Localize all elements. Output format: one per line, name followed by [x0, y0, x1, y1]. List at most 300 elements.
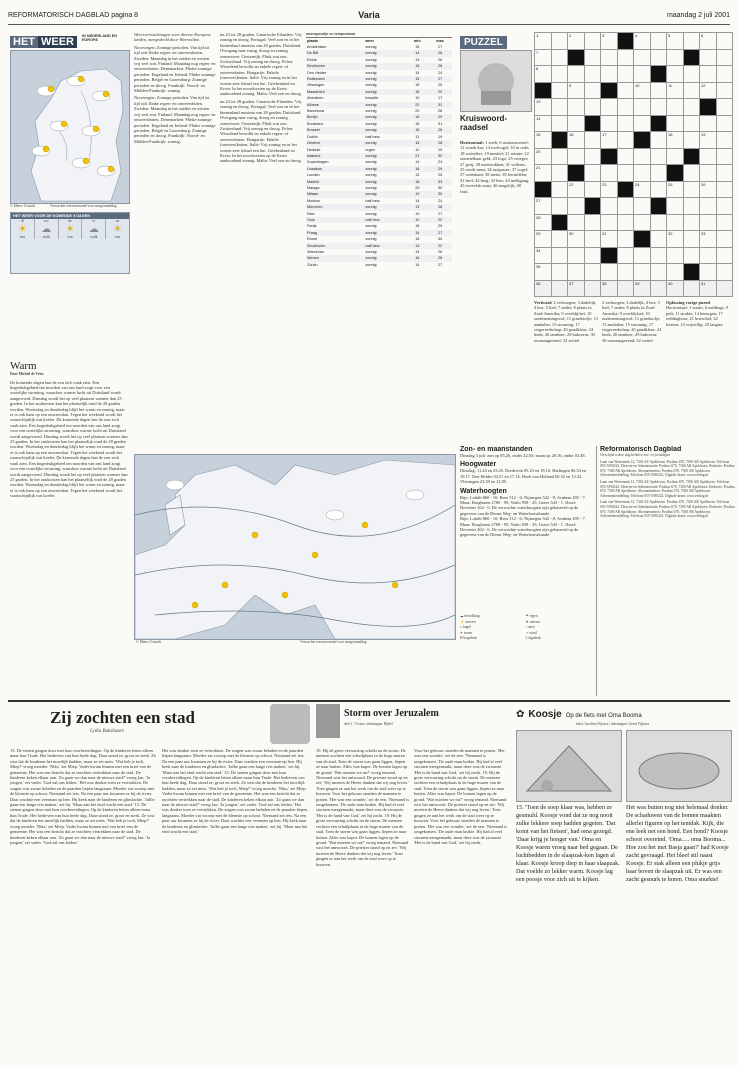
- crossword-cell[interactable]: [683, 66, 700, 83]
- table-cell: half bew.: [365, 198, 381, 203]
- table-cell: 14: [415, 70, 420, 75]
- crossword-cell[interactable]: 33: [700, 231, 717, 248]
- crossword-cell[interactable]: [601, 214, 618, 231]
- table-cell: Milaan: [307, 192, 319, 197]
- crossword-cell[interactable]: [650, 280, 667, 297]
- crossword-cell[interactable]: [584, 214, 601, 231]
- crossword-cell[interactable]: [634, 66, 651, 83]
- table-cell: half bew.: [365, 134, 381, 139]
- table-cell: 16: [415, 121, 420, 126]
- table-cell: zonnig: [365, 115, 377, 120]
- table-cell: zonnig: [365, 250, 377, 254]
- crossword-cell[interactable]: [584, 148, 601, 165]
- table-cell: 24: [437, 198, 443, 203]
- crossword-cell: [650, 198, 667, 215]
- table-cell: Nice: [307, 211, 315, 216]
- crossword-cell[interactable]: [683, 132, 700, 149]
- table-cell: 14: [415, 51, 420, 56]
- table-cell: 32: [437, 102, 443, 107]
- crossword-cell[interactable]: 5: [667, 33, 684, 50]
- crossword-cell[interactable]: [584, 247, 601, 264]
- crossword-cell[interactable]: [568, 66, 585, 83]
- table-cell: 15: [415, 128, 420, 133]
- crossword-cell[interactable]: 36: [535, 280, 552, 297]
- crossword-cell[interactable]: 25: [667, 181, 684, 198]
- crossword-cell[interactable]: [667, 148, 684, 165]
- crossword-cell: [551, 214, 568, 231]
- table-cell: Malaga: [307, 185, 320, 190]
- table-cell: 15: [415, 64, 420, 69]
- table-cell: Zürich: [307, 262, 318, 267]
- crossword-cell[interactable]: [683, 280, 700, 297]
- crossword-cell[interactable]: 18: [667, 132, 684, 149]
- crossword-cell[interactable]: 19: [700, 132, 717, 149]
- crossword-cell[interactable]: [650, 214, 667, 231]
- crossword-cell[interactable]: [601, 66, 618, 83]
- crossword-cell[interactable]: [584, 99, 601, 116]
- crossword-cell[interactable]: [634, 165, 651, 182]
- crossword-cell[interactable]: [601, 115, 618, 132]
- crossword-cell[interactable]: [551, 99, 568, 116]
- table-cell: 15: [415, 83, 420, 88]
- table-cell: 13: [415, 57, 420, 62]
- ww-title: Waterhoogten: [460, 487, 507, 495]
- crossword-cell[interactable]: 21: [535, 165, 552, 182]
- puzzle-logo: PUZZEL: [460, 36, 507, 49]
- crossword-cell: [551, 132, 568, 149]
- crossword-cell[interactable]: 24: [634, 181, 651, 198]
- crossword-cell[interactable]: 23: [601, 181, 618, 198]
- crossword-cell[interactable]: [601, 198, 618, 215]
- crossword-cell[interactable]: [700, 148, 717, 165]
- low-pressure-icon: L: [525, 636, 528, 641]
- crossword-cell[interactable]: [650, 82, 667, 99]
- crossword-cell[interactable]: [601, 165, 618, 182]
- crossword-cell[interactable]: 15: [535, 132, 552, 149]
- crossword-cell[interactable]: [601, 264, 618, 281]
- crossword-cell[interactable]: [683, 181, 700, 198]
- crossword-cell[interactable]: [716, 231, 733, 248]
- crossword-cell[interactable]: 29: [535, 231, 552, 248]
- crossword-cell[interactable]: 10: [634, 82, 651, 99]
- fog-icon: ≡: [525, 625, 528, 630]
- crossword-cell[interactable]: [551, 82, 568, 99]
- table-cell: zonnig: [365, 128, 377, 133]
- crossword-cell[interactable]: [584, 33, 601, 50]
- crossword-cell[interactable]: [667, 99, 684, 116]
- colofon-text-3: Laan van Westenenk 12, 7336 AZ Apeldoorn. Postbus 670, 7300 AR Apeldoorn. Telefoon 055-5390222. Directie en Administratie: Postbus 670, 7300 AR Apeldoorn. Redactie: Postbus 670, 7300 AR Apeldoorn. Abonnementen: Postbus 670, 7300 AR Apeldoorn. Advertentieafdeling: Telefoon 055-5390222. Digitale krant: www.refdag.nl: [600, 500, 735, 519]
- table-cell: 15: [415, 45, 420, 49]
- crossword-cell[interactable]: [551, 181, 568, 198]
- table-cell: Barcelona: [307, 109, 325, 114]
- crossword-cell[interactable]: 12: [700, 82, 717, 99]
- crossword-cell[interactable]: [650, 33, 667, 50]
- crossword-cell[interactable]: [551, 231, 568, 248]
- europe-weather-column-1: Weersverwachtingen voor diverse Europese landen, meegedeeld door Weeronline. Noorwegen: Zonnige perioden. Van tijd tot tijd ook flinke regen- en onweersbuien. Zweden: Maandag in het zuiden en westen vrij veel zon. Finland: Maandag nog regen- en onweersbuien. Denemarken: Flinke zonnige perioden. Engeland en Ierland: Flinke zonnige perioden. België en Luxemburg: Zonnige perioden en droog. Frankrijk: Noord- en Midden-Frankrijk: zonnig. Noorwegen: Zonnige perioden. Van tijd tot tijd ook flinke regen- en onweersbuien. Zweden: Maandag in het zuiden en westen vrij veel zon. Finland: Maandag nog regen- en onweersbuien. Denemarken: Flinke zonnige perioden. Engeland en Ierland: Flinke zonnige perioden. België en Luxemburg: Zonnige perioden en droog. Frankrijk: Noord- en Midden-Frankrijk: zonnig.: [134, 32, 216, 144]
- crossword-cell[interactable]: 7: [535, 49, 552, 66]
- crossword-cell[interactable]: 32: [667, 231, 684, 248]
- temperature-grid: plaats weer min max Amsterdam zonnig 15 27 De Bilt zonnig 14 28 Eelde zonnig 13 26 Eindhoven zonnig 15 28 Den Helder zonnig 14 24 Rotterdam zonnig 15 27 Vlissingen zonnig 15 25 Maastricht zonnig 16 29 Aberdeen bewolkt 10 17 Athene zonnig 22 32 Barcelona zonnig 20 28 Berlijn zonnig 15 29 Bordeaux zonnig 16 31 Brussel zonnig 15 28 Dublin half bew. 11 19 Genève zonnig 15 28 Helsinki regen 12 19 Istanbul zonnig 21 30 Kopenhagen zonnig 14 24 Lissabon zonnig 18 29 Londen zonnig 13 25 Madrid zonnig 18 33 Malaga zonnig 20 30 Milaan zonnig 19 30 Moskou half bew. 14 24 München zonnig 13 28 Nice zonnig 19 27 Oslo half bew. 12 22 Parijs zonnig 15 29 Praag zonnig 14 27 Rome zonnig 18 30 Stockholm half bew. 13 22 Warschau zonnig 14 26 Wenen zonnig 16 28 Zürich zonnig 14 27: [306, 38, 452, 269]
- table-cell: 24: [437, 160, 443, 165]
- crossword-cell[interactable]: 14: [535, 115, 552, 132]
- crossword-cell[interactable]: 26: [700, 181, 717, 198]
- crossword-cell[interactable]: [667, 49, 684, 66]
- bottom-divider: [8, 700, 730, 702]
- crossword-cell[interactable]: [667, 264, 684, 281]
- story-storm-title: Storm over Jeruzalem: [344, 708, 439, 719]
- table-cell: zonnig: [365, 45, 377, 49]
- table-cell: Genève: [307, 141, 321, 146]
- crossword-cell[interactable]: [716, 115, 733, 132]
- crossword-cell[interactable]: [617, 165, 634, 182]
- crossword-cell[interactable]: [551, 33, 568, 50]
- high-pressure-icon: H: [460, 636, 463, 641]
- crossword-cell[interactable]: [683, 198, 700, 215]
- crossword-cell[interactable]: [683, 82, 700, 99]
- crossword-cell[interactable]: [650, 148, 667, 165]
- story-koosje-illustration-1: [516, 730, 622, 802]
- crossword-cell[interactable]: [617, 66, 634, 83]
- table-cell: zonnig: [365, 77, 377, 82]
- storm-icon: ✶: [460, 630, 464, 635]
- crossword-cell[interactable]: [716, 214, 733, 231]
- table-cell: zonnig: [365, 121, 377, 126]
- crossword-cell: [683, 264, 700, 281]
- crossword-cell[interactable]: [584, 132, 601, 149]
- crossword-cell[interactable]: [667, 247, 684, 264]
- crossword-cell[interactable]: [650, 247, 667, 264]
- crossword-cell[interactable]: [650, 181, 667, 198]
- crossword-cell[interactable]: [568, 115, 585, 132]
- crossword-cell[interactable]: [716, 198, 733, 215]
- crossword-cell[interactable]: [634, 148, 651, 165]
- table-cell: 26: [437, 250, 443, 254]
- crossword-cell[interactable]: 22: [568, 181, 585, 198]
- crossword-cell[interactable]: [716, 132, 733, 149]
- crossword-cell[interactable]: 4: [634, 33, 651, 50]
- table-cell: 30: [437, 237, 443, 242]
- table-cell: 18: [415, 166, 420, 171]
- table-cell: 29: [437, 89, 443, 94]
- crossword-cell[interactable]: [634, 214, 651, 231]
- table-cell: Eelde: [307, 57, 317, 62]
- crossword-cell[interactable]: [568, 214, 585, 231]
- crossword-cell[interactable]: [634, 115, 651, 132]
- crossword-cell[interactable]: [617, 82, 634, 99]
- crossword-cell[interactable]: [667, 115, 684, 132]
- table-cell: Moskou: [307, 198, 321, 203]
- crossword-cell[interactable]: [568, 148, 585, 165]
- table-cell: 27: [437, 230, 443, 235]
- crossword-cell: [667, 165, 684, 182]
- crossword-cell[interactable]: 6: [700, 33, 717, 50]
- crossword-cell[interactable]: 8: [535, 66, 552, 83]
- crossword-cell[interactable]: [716, 148, 733, 165]
- ww-text: Rijn: Lobith 860 - 10; Rees 512 - 6; Nijmegen 542 - 8; Arnhem 495 - 7. Maas: Borgharen 2780 - 95; Venlo 958 - 25; Grave 543 - 1. IJssel: Deventer 262 - 6. De verwachte waterhoogten zijn gebaseerd op de gegevens van de Dienst Weg- en Waterbouwkunde.: [460, 494, 586, 516]
- table-cell: Kopenhagen: [307, 160, 329, 165]
- crossword-cell[interactable]: [634, 264, 651, 281]
- colofon-text-2: Laan van Westenenk 12, 7336 AZ Apeldoorn. Postbus 670, 7300 AR Apeldoorn. Telefoon 055-5390222. Directie en Administratie: Postbus 670, 7300 AR Apeldoorn. Redactie: Postbus 670, 7300 AR Apeldoorn. Abonnementen: Postbus 670, 7300 AR Apeldoorn. Advertentieafdeling: Telefoon 055-5390222. Digitale krant: www.refdag.nl: [600, 479, 735, 498]
- crossword-cell[interactable]: [584, 66, 601, 83]
- crossword-cell[interactable]: [683, 33, 700, 50]
- table-cell: zonnig: [365, 70, 377, 75]
- crossword-cell[interactable]: [551, 264, 568, 281]
- table-cell: 28: [437, 141, 443, 146]
- crossword-cell[interactable]: [551, 247, 568, 264]
- crossword-cell[interactable]: 34: [535, 247, 552, 264]
- europe-weather-map: [134, 454, 456, 640]
- crossword-cell[interactable]: [716, 165, 733, 182]
- table-cell: zonnig: [365, 166, 377, 171]
- crossword-cell[interactable]: [617, 231, 634, 248]
- crossword-cell[interactable]: [551, 148, 568, 165]
- crossword-cell[interactable]: [716, 280, 733, 297]
- crossword-cell[interactable]: [716, 66, 733, 83]
- table-cell: zonnig: [365, 211, 377, 216]
- crossword-cell[interactable]: [617, 148, 634, 165]
- crossword-cell[interactable]: [617, 264, 634, 281]
- table-cell: 29: [437, 224, 443, 229]
- crossword-cell[interactable]: [716, 33, 733, 50]
- table-cell: Madrid: [307, 179, 319, 184]
- crossword-cell[interactable]: [683, 115, 700, 132]
- crossword-cell[interactable]: [716, 247, 733, 264]
- table-cell: Praag: [307, 230, 318, 235]
- puzzle-header: [460, 32, 530, 50]
- crossword-cell[interactable]: 28: [535, 214, 552, 231]
- table-cell: zonnig: [365, 224, 377, 229]
- crossword-cell[interactable]: 16: [568, 132, 585, 149]
- crossword-cell[interactable]: [617, 132, 634, 149]
- table-cell: half bew.: [365, 217, 381, 222]
- table-cell: 28: [437, 205, 443, 210]
- crossword-cell[interactable]: [716, 99, 733, 116]
- crossword-cell[interactable]: [617, 99, 634, 116]
- crossword-cell[interactable]: [700, 247, 717, 264]
- crossword-cell: [650, 115, 667, 132]
- table-cell: Istanbul: [307, 153, 321, 158]
- crossword-cell[interactable]: [683, 99, 700, 116]
- puzzle-solution: Oplossing vorige puzzel Horizontaal: 1 waskt; 6 meltbagt; 9 pult; 11 strakte; 14 bezorgen; 17 reddingboot; 21 brieschol; 22 lesteen; 23 vrijwillig; 25 langste.: [666, 300, 729, 327]
- story-storm-col2: Voor het gebouw stonden de mannen te praten. 'Het was een wonder,' zei de een. 'Niemand is omgekomen.' De oude man knikte. Hij had al veel stormen meegemaakt, maar deze was de zwaarste. 'Het is de hand van God,' zei hij zacht. 19. Hij de grote verwarring schrikt na de storm. De mensen zochten een schuilplaats in de hoge muren van de stad. Toen de storm was gaan liggen, liepen ze naar buiten. Alles was kapot. De bomen lagen op de grond. 'Wat moeten we nu?' vroeg iemand. Niemand wist het antwoord. De priester stond op en zei: 'Wij moeten de Heere danken dat wij nog leven.' Toen gingen ze aan het werk om de stad weer op te bouwen. Voor het gebouw stonden de mannen te praten. 'Het was een wonder,' zei de een. 'Niemand is omgekomen.' De oude man knikte. Hij had al veel stormen meegemaakt, maar deze was de zwaarste. 'Het is de hand van God,' zei hij zacht.: [414, 748, 508, 845]
- table-cell: zonnig: [365, 237, 377, 242]
- crossword-cell[interactable]: [568, 99, 585, 116]
- crossword-cell[interactable]: 1: [535, 33, 552, 50]
- crossword-cell[interactable]: [700, 264, 717, 281]
- crossword-cell[interactable]: [584, 49, 601, 66]
- crossword-cell: [650, 66, 667, 83]
- crossword-cell[interactable]: [650, 49, 667, 66]
- crossword-cell[interactable]: 30: [568, 231, 585, 248]
- crossword-cell[interactable]: [617, 115, 634, 132]
- cloud-icon: ☁: [88, 223, 99, 235]
- warm-article-byline: Door Michiel de Vries: [10, 372, 44, 376]
- story-zij-zochten-col2: Het was donker toen ze vertrokken. De wagen was zwaar beladen en de paarden liepen langzaam. Moeder zat voorop met de kleinste op schoot. Niemand zei iets. Na een paar uur kwamen ze bij de rivier. Daar wachtte een veerman op hen. Hij keek naar de kinderen en glimlachte. 'Jullie gaan een lange reis maken,' zei hij. 'Maar aan het eind wacht een stad.' 15. De stenen gingen door met hun voorbereidingen. Op de kinderen letten alleen maar hun Trude. Het bedreven van hun heele dag. Daar stond ze, groot en sterk. Ze wist dat de kinderen het moeilijk hadden, maar ze zei niets. 'Wat heb je toch, Miep?' vroeg moeder. 'Niks,' zei Miep. Vader kwam binnen met een brief van de gemeente. Het was een bericht dat ze mochten vertrekken naar de stad. De kinderen keken elkaar aan. 'Zo gaan we dan naar de nieuwe stad?' vroeg Jan. 'Ja jongen,' zei vader. 'God zal ons leiden.' Het was donker toen ze vertrokken. De wagen was zwaar beladen en de paarden liepen langzaam. Moeder zat voorop met de kleinste op schoot. Niemand zei iets. Na een paar uur kwamen ze bij de rivier. Daar wachtte een veerman op hen. Hij keek naar de kinderen en glimlachte. 'Jullie gaan een lange reis maken,' zei hij. 'Maar aan het eind wacht een stad.': [162, 748, 308, 835]
- crossword-cell[interactable]: [700, 165, 717, 182]
- crossword-cell[interactable]: 9: [568, 82, 585, 99]
- crossword-cell[interactable]: [683, 165, 700, 182]
- table-cell: Athene: [307, 102, 320, 107]
- crossword-cell[interactable]: 20: [535, 148, 552, 165]
- crossword-cell[interactable]: [650, 132, 667, 149]
- table-cell: zonnig: [365, 153, 377, 158]
- crossword-cell[interactable]: 2: [568, 33, 585, 50]
- crossword-cell[interactable]: 3: [601, 33, 618, 50]
- table-cell: 16: [415, 256, 420, 261]
- lightning-icon: ⚡: [460, 619, 465, 624]
- crossword-cell[interactable]: [683, 231, 700, 248]
- crossword-cell[interactable]: [617, 214, 634, 231]
- table-cell: regen: [365, 147, 376, 152]
- crossword-cell[interactable]: [667, 214, 684, 231]
- crossword-cell[interactable]: [667, 198, 684, 215]
- crossword-grid[interactable]: [534, 32, 733, 297]
- crossword-cell[interactable]: [551, 115, 568, 132]
- crossword-cell[interactable]: [551, 66, 568, 83]
- table-cell: zonnig: [365, 160, 377, 165]
- crossword-cell[interactable]: 38: [601, 280, 618, 297]
- table-cell: Eindhoven: [307, 64, 325, 69]
- table-cell: zonnig: [365, 109, 377, 114]
- table-cell: Rome: [307, 237, 318, 242]
- table-cell: Stockholm: [307, 243, 325, 248]
- crossword-cell[interactable]: [551, 49, 568, 66]
- table-cell: 29: [437, 115, 443, 120]
- table-cell: 13: [415, 205, 420, 210]
- table-cell: zonnig: [365, 64, 377, 69]
- crossword-cell[interactable]: [584, 165, 601, 182]
- table-cell: 17: [437, 96, 443, 101]
- crossword-cell[interactable]: [634, 247, 651, 264]
- crossword-cell[interactable]: [551, 165, 568, 182]
- newspaper-name: REFORMATORISCH DAGBLAD pagina 8: [8, 12, 139, 19]
- table-row: [306, 262, 452, 268]
- crossword-cell[interactable]: [716, 264, 733, 281]
- crossword-cell[interactable]: [617, 280, 634, 297]
- crossword-cell[interactable]: [650, 99, 667, 116]
- crossword-cell[interactable]: 11: [667, 82, 684, 99]
- table-cell: zonnig: [365, 51, 377, 56]
- crossword-cell[interactable]: [634, 99, 651, 116]
- netherlands-weather-map: [10, 50, 130, 204]
- map-caption: Verwachte weerstoestand voor morgenmiddag: [50, 204, 117, 208]
- crossword-cell[interactable]: 40: [667, 280, 684, 297]
- crossword-cell[interactable]: [601, 99, 618, 116]
- crossword-cell[interactable]: [700, 66, 717, 83]
- table-cell: 15: [415, 224, 420, 229]
- crossword-cell[interactable]: 41: [700, 280, 717, 297]
- table-cell: zonnig: [365, 179, 377, 184]
- puzzle-illustration: [460, 50, 532, 112]
- crossword-cell[interactable]: [634, 198, 651, 215]
- crossword-cell[interactable]: [667, 66, 684, 83]
- crossword-cell: [700, 99, 717, 116]
- crossword-cell[interactable]: [700, 214, 717, 231]
- crossword-cell[interactable]: [617, 247, 634, 264]
- crossword-cell[interactable]: 35: [535, 264, 552, 281]
- crossword-cell[interactable]: [716, 181, 733, 198]
- crossword-cell[interactable]: [601, 49, 618, 66]
- table-cell: half bew.: [365, 243, 381, 248]
- crossword-cell[interactable]: 37: [568, 280, 585, 297]
- crossword-cell[interactable]: [584, 231, 601, 248]
- crossword-cell[interactable]: [700, 198, 717, 215]
- table-cell: 11: [415, 134, 420, 139]
- crossword-cell[interactable]: [700, 49, 717, 66]
- crossword-cell[interactable]: [584, 280, 601, 297]
- table-cell: 28: [437, 51, 443, 56]
- crossword-cell[interactable]: 31: [601, 231, 618, 248]
- crossword-cell[interactable]: [584, 181, 601, 198]
- warm-article-text: De komende dagen laat de zon zich vaak zien. Een hogedrukgebied ten noorden van ons land zorgt voor een oostelijke stroming, waardoor warme lucht uit Duitsland wordt aangevoerd. Dinsdag wordt het op veel plaatsen warmer dan 25 graden. In het zuidoosten kan het plaatselijk rond de 28 graden worden. Woensdag en donderdag blijft het warm en zonnig, maar er is ook kans op een onweersbui. Tegen het weekend wordt het waarschijnlijk wat koeler. De komende dagen laat de zon zich vaak zien. Een hogedrukgebied ten noorden van ons land zorgt voor een oostelijke stroming, waardoor warme lucht uit Duitsland wordt aangevoerd. Dinsdag wordt het op veel plaatsen warmer dan 25 graden. In het zuidoosten kan het plaatselijk rond de 28 graden worden. Woensdag en donderdag blijft het warm en zonnig, maar er is ook kans op een onweersbui. Tegen het weekend wordt het waarschijnlijk wat koeler. De komende dagen laat de zon zich vaak zien. Een hogedrukgebied ten noorden van ons land zorgt voor een oostelijke stroming, waardoor warme lucht uit Duitsland wordt aangevoerd. Dinsdag wordt het op veel plaatsen warmer dan 25 graden. In het zuidoosten kan het plaatselijk rond de 28 graden worden. Woensdag en donderdag blijft het warm en zonnig, maar er is ook kans op een onweersbui. Tegen het weekend wordt het waarschijnlijk wat koeler.: [10, 379, 128, 499]
- table-cell: Warschau: [307, 250, 324, 254]
- snow-icon: ❄: [525, 619, 529, 624]
- table-cell: Oslo: [307, 217, 315, 222]
- table-cell: Amsterdam: [307, 45, 327, 49]
- crossword-cell[interactable]: [617, 49, 634, 66]
- table-cell: 14: [415, 250, 420, 254]
- forecast-day: di ☀ zon: [11, 219, 35, 239]
- story-zij-zochten-header: [10, 704, 310, 744]
- crossword-cell[interactable]: 13: [535, 99, 552, 116]
- colofon: [596, 446, 736, 696]
- crossword-cell[interactable]: 27: [535, 198, 552, 215]
- crossword-cell[interactable]: [716, 49, 733, 66]
- crossword-cell[interactable]: [650, 264, 667, 281]
- table-cell: zonnig: [365, 230, 377, 235]
- crossword-cell[interactable]: [568, 247, 585, 264]
- story-zij-zochten-byline: Lydia Buksbazen: [90, 729, 124, 734]
- forecast-day: vr ☁ wolk: [82, 219, 106, 239]
- crossword-cell[interactable]: [568, 264, 585, 281]
- crossword-cell[interactable]: [650, 231, 667, 248]
- table-cell: Helsinki: [307, 147, 321, 152]
- crossword-cell[interactable]: [551, 198, 568, 215]
- hw-title: Hoogwater: [460, 461, 497, 469]
- crossword-cell[interactable]: [634, 49, 651, 66]
- crossword-cell[interactable]: [568, 198, 585, 215]
- crossword-cell[interactable]: [584, 264, 601, 281]
- table-cell: 19: [437, 134, 443, 139]
- crossword-cell[interactable]: 39: [634, 280, 651, 297]
- crossword-cell[interactable]: 17: [601, 132, 618, 149]
- table-cell: Rotterdam: [307, 77, 325, 82]
- crossword-cell[interactable]: [700, 115, 717, 132]
- table-cell: Maastricht: [307, 89, 325, 94]
- sun-title: Zon- en maanstanden: [460, 446, 533, 453]
- crossword-cell[interactable]: [683, 247, 700, 264]
- crossword-cell[interactable]: [716, 82, 733, 99]
- table-cell: 22: [437, 217, 443, 222]
- table-cell: 20: [415, 109, 420, 114]
- table-cell: 33: [437, 179, 443, 184]
- table-cell: 22: [437, 243, 443, 248]
- crossword-cell: [568, 49, 585, 66]
- table-cell: Londen: [307, 173, 320, 178]
- crossword-cell[interactable]: [650, 165, 667, 182]
- crossword-cell[interactable]: [551, 280, 568, 297]
- crossword-cell[interactable]: [617, 198, 634, 215]
- table-cell: 25: [437, 173, 443, 178]
- colofon-sub: Verschijnt iedere dag behalve zon- en feestdagen: [600, 453, 671, 457]
- forecast-day: wo ☁ wolk: [35, 219, 59, 239]
- temperature-table-title: weerspoortje en temperatuur: [306, 32, 452, 38]
- crossword-cell[interactable]: [584, 82, 601, 99]
- crossword-cell[interactable]: [683, 214, 700, 231]
- crossword-cell: [601, 247, 618, 264]
- europe-map-credit: © Meteo Consult: [136, 640, 161, 644]
- puzzle-clues-horizontal: Horizontaal: 1 werk; 6 stationstoestel; 12 woerk kar; 14 roofvogel; 16 in orde; 18 waterdier; 19 meubel; 21 ruimte; 22 onmetelbaar geld; 23 logo; 25 vroeger; 27 getij; 28 meetstokken; 31 vollerer; 33 roode mast; 34 rustpauze; 37 vogel; 37 waterkant; 38 mens; 39 ferrarifilm; 41 heel; 42 berg; 43 bier; 44 melkgang; 45 tweevlak mast; 46 mogelijk; 48 fruit.: [460, 140, 530, 194]
